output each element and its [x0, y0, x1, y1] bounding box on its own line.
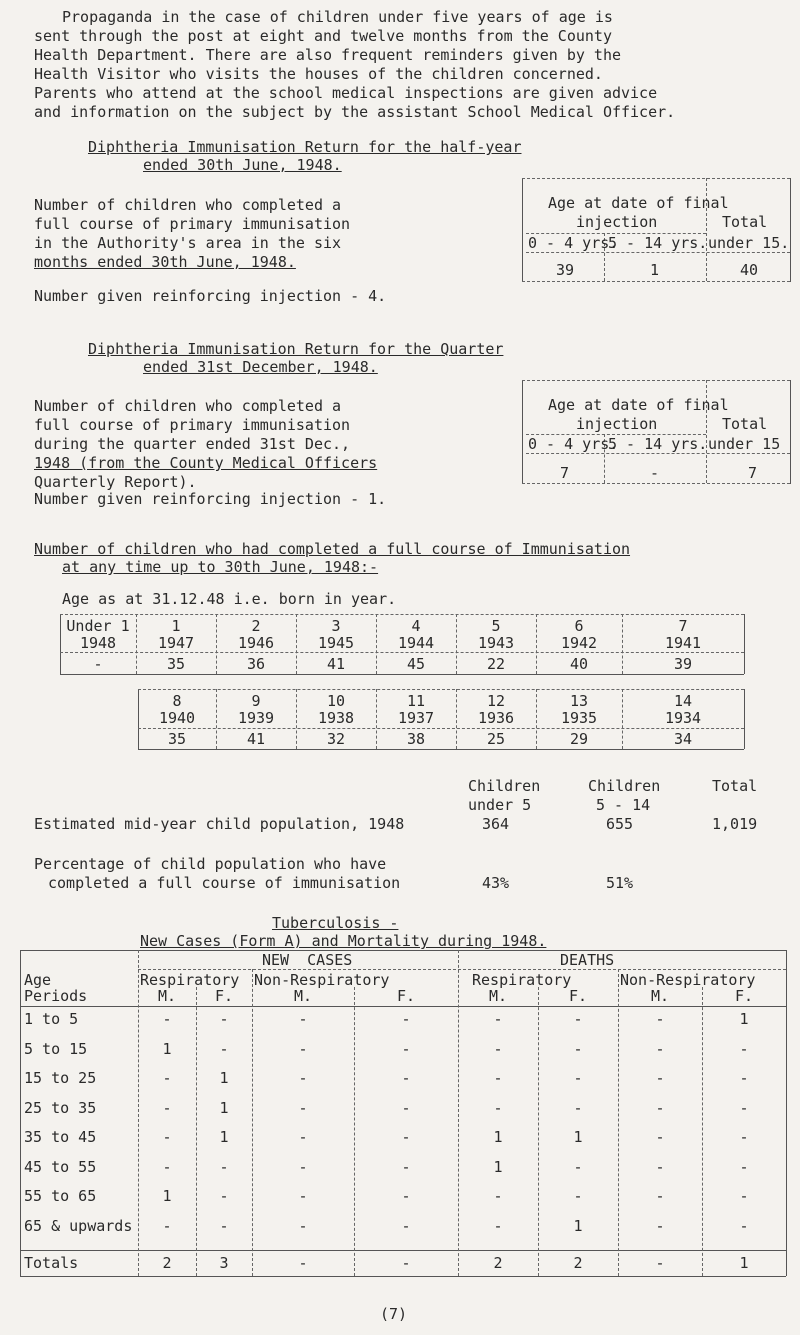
tb-value-cell: -	[162, 1098, 172, 1117]
value-5-14: 1	[650, 261, 660, 279]
tb-value-cell: 1	[493, 1128, 503, 1146]
male-header: M.	[293, 987, 313, 1005]
birth-year-year-cell: 1947	[157, 634, 195, 652]
total-header: Total	[722, 213, 768, 231]
total-header: Total	[722, 415, 768, 433]
tb-value-cell: -	[739, 1039, 749, 1058]
birth-year-value-cell: 40	[569, 655, 589, 673]
male-header: M.	[157, 987, 177, 1005]
birth-year-value-cell: 34	[673, 730, 693, 748]
tb-total-cell: 2	[162, 1254, 172, 1272]
birth-year-year-cell: 1934	[664, 709, 702, 727]
tb-value-cell: -	[573, 1039, 583, 1058]
section-title: Diphtheria Immunisation Return for the Quarter	[88, 340, 504, 358]
description-line: full course of primary immunisation	[34, 215, 351, 233]
value-total: 7	[748, 464, 758, 482]
birth-year-year-cell: 1937	[397, 709, 435, 727]
birth-year-age-cell: 1	[171, 617, 181, 635]
description-line: months ended 30th June, 1948.	[34, 253, 296, 271]
tb-total-cell: -	[298, 1254, 308, 1272]
tb-value-cell: -	[739, 1069, 749, 1087]
tb-total-cell: 3	[219, 1254, 229, 1272]
tb-value-cell: -	[401, 1216, 411, 1235]
intro-line: Health Visitor who visits the houses of the children concerned.	[34, 65, 603, 83]
age-period-label: 65 & upwards	[24, 1216, 133, 1235]
injection-header: injection	[576, 415, 658, 433]
tb-value-cell: -	[739, 1216, 749, 1235]
tb-value-cell: -	[493, 1039, 503, 1058]
birth-year-year-cell: 1948	[79, 634, 117, 652]
tb-total-cell: -	[401, 1254, 411, 1272]
population-5-14: 655	[606, 815, 634, 833]
tb-value-cell: -	[162, 1069, 172, 1087]
birth-year-year-cell: 1943	[477, 634, 515, 652]
birth-year-value-cell: 25	[486, 730, 506, 748]
birth-year-value-cell: 29	[569, 730, 589, 748]
tb-value-cell: -	[162, 1157, 172, 1176]
value-5-14: -	[650, 464, 660, 482]
tb-value-cell: -	[219, 1010, 229, 1028]
intro-line: sent through the post at eight and twelve months from the County	[34, 27, 612, 45]
age-period-label: 35 to 45	[24, 1128, 97, 1146]
tb-value-cell: -	[573, 1010, 583, 1028]
tb-value-cell: -	[493, 1098, 503, 1117]
birth-year-year-cell: 1944	[397, 634, 435, 652]
tb-value-cell: -	[219, 1216, 229, 1235]
birth-year-year-cell: 1939	[237, 709, 275, 727]
tb-value-cell: -	[655, 1069, 665, 1087]
tb-value-cell: 1	[219, 1069, 229, 1087]
tb-value-cell: -	[739, 1128, 749, 1146]
tb-value-cell: -	[162, 1216, 172, 1235]
new-non-respiratory-header: Non-Respiratory	[254, 971, 390, 989]
tb-value-cell: -	[655, 1216, 665, 1235]
birth-year-age-cell: 10	[326, 692, 346, 710]
tb-value-cell: -	[493, 1187, 503, 1205]
male-header: M.	[650, 987, 670, 1005]
birth-year-value-cell: 35	[167, 730, 187, 748]
birth-year-year-cell: 1946	[237, 634, 275, 652]
birth-year-value-cell: 41	[326, 655, 346, 673]
birth-year-value-cell: 32	[326, 730, 346, 748]
birth-year-year-cell: 1938	[317, 709, 355, 727]
birth-year-year-cell: 1945	[317, 634, 355, 652]
description-line: during the quarter ended 31st Dec.,	[34, 435, 351, 453]
age-period-label: 45 to 55	[24, 1157, 97, 1176]
section-title: Tuberculosis -	[272, 914, 399, 932]
percentage-under-5: 43%	[482, 874, 510, 892]
tb-value-cell: -	[739, 1157, 749, 1176]
section-title: Number of children who had completed a full course of Immunisation	[34, 540, 631, 558]
tb-value-cell: -	[298, 1187, 308, 1205]
under-15-header: under 15	[708, 435, 781, 453]
tb-value-cell: -	[739, 1098, 749, 1117]
section-subtitle: ended 30th June, 1948.	[143, 156, 342, 174]
percentage-5-14: 51%	[606, 874, 634, 892]
value-0-4: 39	[556, 261, 575, 279]
age-reference-line: Age as at 31.12.48 i.e. born in year.	[62, 590, 397, 608]
age-0-4-header: 0 - 4 yrs.	[528, 234, 619, 252]
tb-value-cell: -	[739, 1187, 749, 1205]
age-5-14-header: 5 - 14 yrs.	[608, 234, 708, 252]
tb-value-cell: -	[573, 1187, 583, 1205]
tb-value-cell: -	[298, 1010, 308, 1028]
tb-value-cell: -	[493, 1069, 503, 1087]
birth-year-year-cell: 1942	[560, 634, 598, 652]
tb-value-cell: -	[573, 1098, 583, 1117]
tb-value-cell: -	[401, 1157, 411, 1176]
age-header: Age	[24, 971, 52, 989]
description-line: 1948 (from the County Medical Officers	[34, 454, 378, 472]
description-line: full course of primary immunisation	[34, 416, 351, 434]
birth-year-value-cell: 22	[486, 655, 506, 673]
reinforcing-note: Number given reinforcing injection - 1.	[34, 490, 387, 508]
birth-year-value-cell: 35	[166, 655, 186, 673]
tb-value-cell: -	[401, 1187, 411, 1205]
birth-year-year-cell: 1941	[664, 634, 702, 652]
tb-value-cell: 1	[162, 1187, 172, 1205]
age-period-label: 5 to 15	[24, 1039, 88, 1058]
birth-year-age-cell: 11	[406, 692, 426, 710]
birth-year-age-cell: 9	[251, 692, 261, 710]
section-subtitle: ended 31st December, 1948.	[143, 358, 378, 376]
description-line: Number of children who completed a	[34, 397, 342, 415]
tb-value-cell: -	[401, 1010, 411, 1028]
population-total: 1,019	[712, 815, 758, 833]
birth-year-age-cell: 5	[491, 617, 501, 635]
tb-value-cell: 1	[573, 1216, 583, 1235]
female-header: F.	[734, 987, 754, 1005]
tb-value-cell: -	[655, 1039, 665, 1058]
tb-value-cell: -	[219, 1187, 229, 1205]
tb-total-cell: 2	[493, 1254, 503, 1272]
birth-year-year-cell: 1940	[158, 709, 196, 727]
tb-value-cell: 1	[493, 1157, 503, 1176]
intro-line: Health Department. There are also frequent reminders given by the	[34, 46, 621, 64]
tb-value-cell: -	[298, 1128, 308, 1146]
description-line: Quarterly Report).	[34, 473, 197, 491]
birth-year-year-cell: 1936	[477, 709, 515, 727]
tb-value-cell: -	[298, 1216, 308, 1235]
tb-value-cell: -	[573, 1069, 583, 1087]
age-period-label: 1 to 5	[24, 1010, 79, 1028]
age-5-14-header-sub: 5 - 14	[596, 796, 651, 814]
female-header: F.	[568, 987, 588, 1005]
section-title: Diphtheria Immunisation Return for the half-year	[88, 138, 522, 156]
section-subtitle: at any time up to 30th June, 1948:-	[62, 558, 379, 576]
totals-label: Totals	[24, 1254, 79, 1272]
tb-value-cell: -	[298, 1098, 308, 1117]
tb-value-cell: -	[493, 1216, 503, 1235]
tb-value-cell: 1	[162, 1039, 172, 1058]
population-label: Estimated mid-year child population, 1948	[34, 815, 405, 833]
birth-year-age-cell: 4	[411, 617, 421, 635]
female-header: F.	[396, 987, 416, 1005]
tb-value-cell: -	[655, 1098, 665, 1117]
age-0-4-header: 0 - 4 yrs.	[528, 435, 619, 453]
tb-value-cell: -	[493, 1010, 503, 1028]
tb-value-cell: -	[298, 1039, 308, 1058]
birth-year-age-cell: 13	[569, 692, 589, 710]
value-total: 40	[740, 261, 759, 279]
description-line: Number of children who completed a	[34, 196, 342, 214]
age-period-label: 55 to 65	[24, 1187, 97, 1205]
value-0-4: 7	[560, 464, 570, 482]
section-subtitle: New Cases (Form A) and Mortality during 1948.	[140, 932, 547, 950]
age-5-14-header: 5 - 14 yrs.	[608, 435, 708, 453]
tb-value-cell: -	[655, 1010, 665, 1028]
tb-value-cell: -	[219, 1157, 229, 1176]
female-header: F.	[214, 987, 234, 1005]
tb-value-cell: -	[573, 1157, 583, 1176]
intro-line: Propaganda in the case of children under five years of age is	[62, 8, 613, 26]
injection-header: injection	[576, 213, 658, 231]
tb-value-cell: -	[655, 1128, 665, 1146]
tb-total-cell: 1	[739, 1254, 749, 1272]
birth-year-age-cell: Under 1	[66, 617, 130, 635]
page-number: (7)	[380, 1305, 408, 1323]
birth-year-age-cell: 3	[331, 617, 341, 635]
birth-year-value-cell: 36	[246, 655, 266, 673]
tb-value-cell: -	[162, 1010, 172, 1028]
tb-value-cell: -	[401, 1039, 411, 1058]
birth-year-value-cell: 39	[673, 655, 693, 673]
under-15-header: under 15.	[708, 234, 790, 252]
tb-value-cell: -	[401, 1128, 411, 1146]
reinforcing-note: Number given reinforcing injection - 4.	[34, 287, 387, 305]
birth-year-age-cell: 2	[251, 617, 261, 635]
tb-value-cell: 1	[219, 1098, 229, 1117]
periods-header: Periods	[24, 987, 88, 1005]
male-header: M.	[488, 987, 508, 1005]
tb-value-cell: -	[655, 1157, 665, 1176]
tb-value-cell: -	[219, 1039, 229, 1058]
age-header: Age at date of final	[548, 396, 729, 414]
deaths-header: DEATHS	[560, 951, 615, 969]
new-cases-header: NEW CASES	[262, 951, 353, 969]
birth-year-age-cell: 7	[678, 617, 688, 635]
birth-year-year-cell: 1935	[560, 709, 598, 727]
tb-value-cell: -	[298, 1157, 308, 1176]
birth-year-age-cell: 14	[673, 692, 693, 710]
birth-year-value-cell: 45	[406, 655, 426, 673]
age-period-label: 15 to 25	[24, 1069, 97, 1087]
birth-year-value-cell: -	[93, 655, 103, 673]
under-5-header: Children	[468, 777, 541, 795]
tb-value-cell: 1	[573, 1128, 583, 1146]
under-5-header-sub: under 5	[468, 796, 532, 814]
intro-line: Parents who attend at the school medical inspections are given advice	[34, 84, 658, 102]
tb-value-cell: -	[162, 1128, 172, 1146]
tb-value-cell: 1	[739, 1010, 749, 1028]
birth-year-age-cell: 6	[574, 617, 584, 635]
percentage-label: Percentage of child population who have	[34, 855, 387, 873]
tb-value-cell: -	[401, 1098, 411, 1117]
tb-total-cell: -	[655, 1254, 665, 1272]
birth-year-age-cell: 12	[486, 692, 506, 710]
tb-value-cell: -	[655, 1187, 665, 1205]
birth-year-value-cell: 41	[246, 730, 266, 748]
death-non-respiratory-header: Non-Respiratory	[620, 971, 756, 989]
total-header: Total	[712, 777, 758, 795]
age-period-label: 25 to 35	[24, 1098, 97, 1117]
age-header: Age at date of final	[548, 194, 729, 212]
tb-value-cell: -	[298, 1069, 308, 1087]
tb-value-cell: 1	[219, 1128, 229, 1146]
age-5-14-header: Children	[588, 777, 661, 795]
percentage-label-2: completed a full course of immunisation	[48, 874, 401, 892]
population-under-5: 364	[482, 815, 510, 833]
death-respiratory-header: Respiratory	[472, 971, 572, 989]
tb-value-cell: -	[401, 1069, 411, 1087]
intro-line: and information on the subject by the assistant School Medical Officer.	[34, 103, 676, 121]
birth-year-value-cell: 38	[406, 730, 426, 748]
description-line: in the Authority's area in the six	[34, 234, 342, 252]
tb-total-cell: 2	[573, 1254, 583, 1272]
new-respiratory-header: Respiratory	[140, 971, 240, 989]
birth-year-age-cell: 8	[172, 692, 182, 710]
